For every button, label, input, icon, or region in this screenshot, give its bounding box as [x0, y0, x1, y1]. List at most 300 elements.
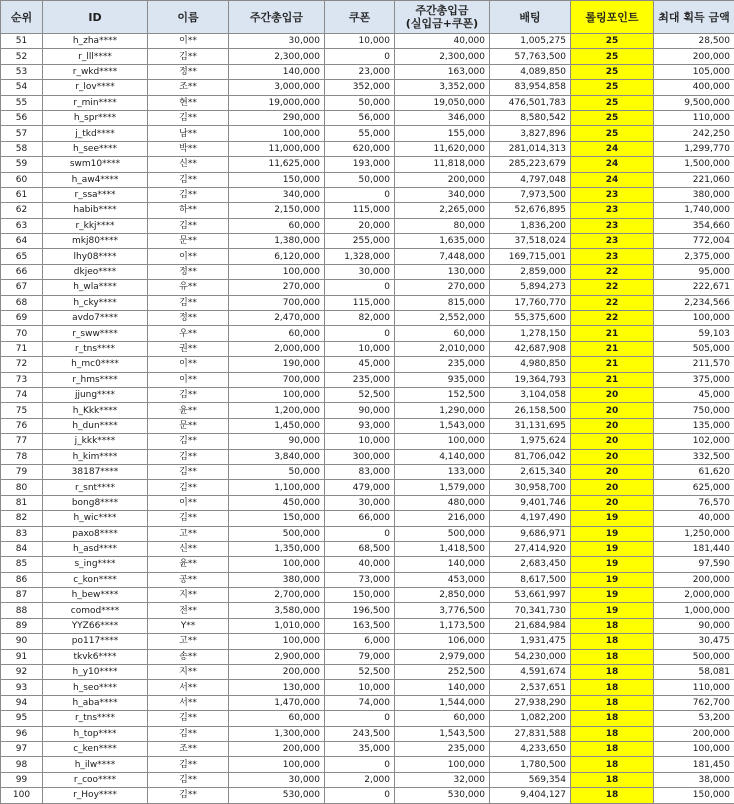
cell-coupon: 82,000	[325, 311, 395, 326]
cell-rank: 85	[1, 557, 43, 572]
cell-betting: 27,414,920	[490, 541, 571, 556]
cell-id: r_tns****	[43, 341, 148, 356]
cell-weekly-total: 155,000	[395, 126, 490, 141]
cell-max-amount: 40,000	[654, 511, 734, 526]
cell-max-amount: 200,000	[654, 49, 734, 64]
cell-coupon: 52,500	[325, 387, 395, 402]
cell-coupon: 6,000	[325, 634, 395, 649]
cell-weekly-total: 100,000	[395, 434, 490, 449]
cell-id: h_see****	[43, 141, 148, 156]
table-row	[1, 80, 734, 95]
cell-coupon: 50,000	[325, 95, 395, 110]
cell-max-amount: 1,250,000	[654, 526, 734, 541]
cell-weekly-deposit: 150,000	[229, 511, 325, 526]
cell-name: 정**	[148, 264, 229, 279]
cell-rank: 55	[1, 95, 43, 110]
cell-coupon: 352,000	[325, 80, 395, 95]
cell-weekly-deposit: 100,000	[229, 634, 325, 649]
cell-rolling-points: 19	[571, 557, 654, 572]
table-body	[1, 34, 734, 804]
cell-name: 김**	[148, 449, 229, 464]
cell-name: 윤**	[148, 557, 229, 572]
cell-rank: 74	[1, 387, 43, 402]
cell-weekly-deposit: 130,000	[229, 680, 325, 695]
cell-rank: 88	[1, 603, 43, 618]
cell-rolling-points: 19	[571, 588, 654, 603]
cell-rolling-points: 18	[571, 665, 654, 680]
cell-weekly-total: 11,620,000	[395, 141, 490, 156]
cell-weekly-deposit: 19,000,000	[229, 95, 325, 110]
cell-betting: 31,131,695	[490, 418, 571, 433]
cell-weekly-deposit: 700,000	[229, 295, 325, 310]
cell-weekly-deposit: 2,700,000	[229, 588, 325, 603]
table-row	[1, 480, 734, 495]
cell-rolling-points: 18	[571, 680, 654, 695]
cell-coupon: 0	[325, 280, 395, 295]
table-row	[1, 603, 734, 618]
cell-id: h_seo****	[43, 680, 148, 695]
cell-betting: 2,859,000	[490, 264, 571, 279]
table-row	[1, 295, 734, 310]
cell-rolling-points: 19	[571, 603, 654, 618]
cell-rank: 78	[1, 449, 43, 464]
cell-id: comod****	[43, 603, 148, 618]
cell-weekly-total: 4,140,000	[395, 449, 490, 464]
cell-weekly-total: 1,173,500	[395, 618, 490, 633]
table-row	[1, 64, 734, 79]
cell-weekly-total: 252,500	[395, 665, 490, 680]
cell-name: 현**	[148, 95, 229, 110]
cell-rank: 97	[1, 741, 43, 756]
cell-weekly-total: 106,000	[395, 634, 490, 649]
cell-coupon: 83,000	[325, 464, 395, 479]
cell-id: h_Kkk****	[43, 403, 148, 418]
cell-id: jjung****	[43, 387, 148, 402]
cell-weekly-deposit: 140,000	[229, 64, 325, 79]
cell-name: 김**	[148, 187, 229, 202]
cell-name: 고**	[148, 526, 229, 541]
cell-weekly-total: 500,000	[395, 526, 490, 541]
cell-coupon: 0	[325, 757, 395, 772]
cell-betting: 2,683,450	[490, 557, 571, 572]
cell-name: 윤**	[148, 403, 229, 418]
cell-rolling-points: 21	[571, 357, 654, 372]
cell-betting: 83,954,858	[490, 80, 571, 95]
cell-rank: 72	[1, 357, 43, 372]
cell-max-amount: 181,450	[654, 757, 734, 772]
cell-rank: 94	[1, 695, 43, 710]
cell-rank: 67	[1, 280, 43, 295]
cell-coupon: 66,000	[325, 511, 395, 526]
cell-weekly-deposit: 2,300,000	[229, 49, 325, 64]
header-name: 이름	[148, 1, 229, 34]
cell-coupon: 90,000	[325, 403, 395, 418]
cell-max-amount: 105,000	[654, 64, 734, 79]
cell-name: 조**	[148, 741, 229, 756]
cell-betting: 4,197,490	[490, 511, 571, 526]
cell-weekly-deposit: 100,000	[229, 557, 325, 572]
cell-betting: 7,973,500	[490, 187, 571, 202]
table-row	[1, 157, 734, 172]
table-row	[1, 357, 734, 372]
cell-coupon: 115,000	[325, 203, 395, 218]
cell-rank: 83	[1, 526, 43, 541]
cell-name: 김**	[148, 480, 229, 495]
cell-weekly-deposit: 2,000,000	[229, 341, 325, 356]
cell-id: h_ilw****	[43, 757, 148, 772]
cell-betting: 5,894,273	[490, 280, 571, 295]
cell-betting: 281,014,313	[490, 141, 571, 156]
cell-id: mkj80****	[43, 234, 148, 249]
cell-weekly-total: 60,000	[395, 711, 490, 726]
table-row	[1, 695, 734, 710]
cell-coupon: 56,000	[325, 110, 395, 125]
cell-max-amount: 400,000	[654, 80, 734, 95]
cell-max-amount: 380,000	[654, 187, 734, 202]
cell-max-amount: 150,000	[654, 788, 734, 803]
cell-id: c_kon****	[43, 572, 148, 587]
table-row	[1, 49, 734, 64]
cell-name: 조**	[148, 80, 229, 95]
cell-rolling-points: 20	[571, 434, 654, 449]
header-betting: 배팅	[490, 1, 571, 34]
cell-weekly-deposit: 2,150,000	[229, 203, 325, 218]
table-row	[1, 665, 734, 680]
cell-rolling-points: 19	[571, 541, 654, 556]
cell-id: h_asd****	[43, 541, 148, 556]
cell-coupon: 0	[325, 326, 395, 341]
cell-betting: 3,104,058	[490, 387, 571, 402]
cell-weekly-deposit: 3,000,000	[229, 80, 325, 95]
cell-weekly-deposit: 30,000	[229, 34, 325, 49]
cell-coupon: 30,000	[325, 495, 395, 510]
cell-max-amount: 30,475	[654, 634, 734, 649]
cell-weekly-deposit: 100,000	[229, 387, 325, 402]
cell-max-amount: 95,000	[654, 264, 734, 279]
cell-max-amount: 2,000,000	[654, 588, 734, 603]
cell-rolling-points: 24	[571, 141, 654, 156]
cell-rank: 57	[1, 126, 43, 141]
cell-max-amount: 1,500,000	[654, 157, 734, 172]
cell-max-amount: 375,000	[654, 372, 734, 387]
cell-max-amount: 38,000	[654, 772, 734, 787]
cell-name: 김**	[148, 757, 229, 772]
cell-rolling-points: 25	[571, 64, 654, 79]
cell-betting: 9,401,746	[490, 495, 571, 510]
table-row	[1, 110, 734, 125]
cell-name: 권**	[148, 341, 229, 356]
cell-rank: 91	[1, 649, 43, 664]
cell-rank: 81	[1, 495, 43, 510]
cell-max-amount: 100,000	[654, 741, 734, 756]
cell-weekly-deposit: 30,000	[229, 772, 325, 787]
table-row	[1, 788, 734, 803]
cell-betting: 1,005,275	[490, 34, 571, 49]
cell-coupon: 115,000	[325, 295, 395, 310]
cell-betting: 42,687,908	[490, 341, 571, 356]
cell-id: h_aw4****	[43, 172, 148, 187]
cell-rank: 87	[1, 588, 43, 603]
header-row	[1, 1, 734, 34]
cell-max-amount: 53,200	[654, 711, 734, 726]
cell-rolling-points: 20	[571, 449, 654, 464]
table-row	[1, 387, 734, 402]
cell-name: 이**	[148, 34, 229, 49]
cell-rolling-points: 18	[571, 695, 654, 710]
cell-id: h_mc0****	[43, 357, 148, 372]
cell-weekly-deposit: 1,470,000	[229, 695, 325, 710]
cell-name: 송**	[148, 649, 229, 664]
cell-name: 김**	[148, 172, 229, 187]
cell-rank: 98	[1, 757, 43, 772]
cell-betting: 21,684,984	[490, 618, 571, 633]
cell-id: h_dun****	[43, 418, 148, 433]
cell-rolling-points: 23	[571, 249, 654, 264]
table-row	[1, 772, 734, 787]
cell-coupon: 45,000	[325, 357, 395, 372]
cell-id: h_wic****	[43, 511, 148, 526]
table-row	[1, 326, 734, 341]
cell-id: dkjeo****	[43, 264, 148, 279]
cell-name: 하**	[148, 203, 229, 218]
cell-rolling-points: 20	[571, 387, 654, 402]
cell-rolling-points: 20	[571, 403, 654, 418]
cell-coupon: 73,000	[325, 572, 395, 587]
cell-weekly-total: 340,000	[395, 187, 490, 202]
cell-rolling-points: 18	[571, 649, 654, 664]
cell-weekly-deposit: 1,350,000	[229, 541, 325, 556]
cell-id: h_bew****	[43, 588, 148, 603]
cell-rolling-points: 21	[571, 372, 654, 387]
cell-weekly-total: 1,579,000	[395, 480, 490, 495]
cell-coupon: 20,000	[325, 218, 395, 233]
cell-max-amount: 58,081	[654, 665, 734, 680]
cell-weekly-total: 133,000	[395, 464, 490, 479]
cell-weekly-total: 80,000	[395, 218, 490, 233]
cell-betting: 1,082,200	[490, 711, 571, 726]
cell-betting: 81,706,042	[490, 449, 571, 464]
cell-weekly-total: 216,000	[395, 511, 490, 526]
cell-id: j_kkk****	[43, 434, 148, 449]
cell-max-amount: 222,671	[654, 280, 734, 295]
cell-rank: 96	[1, 726, 43, 741]
cell-betting: 27,831,588	[490, 726, 571, 741]
cell-weekly-deposit: 100,000	[229, 126, 325, 141]
cell-weekly-total: 140,000	[395, 680, 490, 695]
cell-id: r_tns****	[43, 711, 148, 726]
cell-rank: 89	[1, 618, 43, 633]
cell-name: 이**	[148, 495, 229, 510]
cell-betting: 4,233,650	[490, 741, 571, 756]
cell-coupon: 10,000	[325, 434, 395, 449]
cell-id: YYZ66****	[43, 618, 148, 633]
cell-coupon: 196,500	[325, 603, 395, 618]
cell-rolling-points: 25	[571, 95, 654, 110]
cell-max-amount: 200,000	[654, 726, 734, 741]
cell-betting: 2,537,651	[490, 680, 571, 695]
cell-id: h_cky****	[43, 295, 148, 310]
cell-rank: 65	[1, 249, 43, 264]
cell-rank: 61	[1, 187, 43, 202]
cell-id: bong8****	[43, 495, 148, 510]
cell-weekly-total: 235,000	[395, 357, 490, 372]
cell-id: h_y10****	[43, 665, 148, 680]
table-row	[1, 311, 734, 326]
cell-max-amount: 100,000	[654, 311, 734, 326]
cell-weekly-deposit: 190,000	[229, 357, 325, 372]
cell-rolling-points: 22	[571, 295, 654, 310]
cell-rank: 58	[1, 141, 43, 156]
cell-betting: 4,089,850	[490, 64, 571, 79]
cell-id: avdo7****	[43, 311, 148, 326]
cell-rolling-points: 19	[571, 572, 654, 587]
cell-weekly-total: 2,552,000	[395, 311, 490, 326]
cell-name: 남**	[148, 126, 229, 141]
cell-rank: 86	[1, 572, 43, 587]
cell-weekly-deposit: 3,840,000	[229, 449, 325, 464]
cell-betting: 17,760,770	[490, 295, 571, 310]
cell-id: r_snt****	[43, 480, 148, 495]
cell-id: po117****	[43, 634, 148, 649]
cell-max-amount: 110,000	[654, 680, 734, 695]
cell-rolling-points: 18	[571, 741, 654, 756]
cell-id: r_ssa****	[43, 187, 148, 202]
cell-name: 문**	[148, 234, 229, 249]
cell-betting: 9,404,127	[490, 788, 571, 803]
cell-weekly-total: 1,635,000	[395, 234, 490, 249]
cell-weekly-deposit: 290,000	[229, 110, 325, 125]
cell-id: s_ing****	[43, 557, 148, 572]
cell-coupon: 150,000	[325, 588, 395, 603]
cell-rank: 70	[1, 326, 43, 341]
cell-max-amount: 76,570	[654, 495, 734, 510]
cell-rolling-points: 22	[571, 280, 654, 295]
cell-rolling-points: 19	[571, 511, 654, 526]
table-row	[1, 372, 734, 387]
cell-rolling-points: 18	[571, 634, 654, 649]
cell-rank: 66	[1, 264, 43, 279]
cell-rank: 68	[1, 295, 43, 310]
cell-coupon: 0	[325, 526, 395, 541]
cell-rolling-points: 23	[571, 218, 654, 233]
cell-rolling-points: 25	[571, 110, 654, 125]
cell-weekly-total: 270,000	[395, 280, 490, 295]
cell-weekly-deposit: 60,000	[229, 711, 325, 726]
cell-betting: 9,686,971	[490, 526, 571, 541]
cell-rolling-points: 23	[571, 203, 654, 218]
cell-rolling-points: 21	[571, 341, 654, 356]
cell-weekly-deposit: 700,000	[229, 372, 325, 387]
cell-rolling-points: 18	[571, 726, 654, 741]
cell-id: habib****	[43, 203, 148, 218]
cell-name: 김**	[148, 110, 229, 125]
cell-id: r_lll****	[43, 49, 148, 64]
table-row	[1, 172, 734, 187]
header-coupon: 쿠폰	[325, 1, 395, 34]
cell-id: h_top****	[43, 726, 148, 741]
cell-name: 지**	[148, 665, 229, 680]
cell-betting: 8,617,500	[490, 572, 571, 587]
table-row	[1, 464, 734, 479]
cell-id: paxo8****	[43, 526, 148, 541]
cell-name: 이**	[148, 357, 229, 372]
cell-weekly-total: 453,000	[395, 572, 490, 587]
cell-name: 문**	[148, 418, 229, 433]
cell-coupon: 55,000	[325, 126, 395, 141]
cell-name: 전**	[148, 603, 229, 618]
cell-betting: 476,501,783	[490, 95, 571, 110]
cell-name: 신**	[148, 157, 229, 172]
cell-weekly-deposit: 6,120,000	[229, 249, 325, 264]
cell-betting: 3,827,896	[490, 126, 571, 141]
cell-rank: 77	[1, 434, 43, 449]
table-row	[1, 449, 734, 464]
table-row	[1, 618, 734, 633]
table-row	[1, 141, 734, 156]
cell-rolling-points: 18	[571, 788, 654, 803]
cell-rank: 75	[1, 403, 43, 418]
cell-rank: 84	[1, 541, 43, 556]
cell-id: c_ken****	[43, 741, 148, 756]
cell-max-amount: 1,740,000	[654, 203, 734, 218]
cell-coupon: 10,000	[325, 680, 395, 695]
cell-rolling-points: 22	[571, 264, 654, 279]
cell-rank: 92	[1, 665, 43, 680]
cell-weekly-deposit: 90,000	[229, 434, 325, 449]
cell-betting: 57,763,500	[490, 49, 571, 64]
cell-rank: 80	[1, 480, 43, 495]
cell-coupon: 52,500	[325, 665, 395, 680]
cell-weekly-deposit: 1,200,000	[229, 403, 325, 418]
cell-weekly-total: 1,544,000	[395, 695, 490, 710]
cell-coupon: 30,000	[325, 264, 395, 279]
cell-weekly-total: 200,000	[395, 172, 490, 187]
table-row	[1, 572, 734, 587]
cell-weekly-total: 2,010,000	[395, 341, 490, 356]
cell-betting: 169,715,001	[490, 249, 571, 264]
cell-coupon: 300,000	[325, 449, 395, 464]
cell-weekly-total: 2,979,000	[395, 649, 490, 664]
table-row	[1, 680, 734, 695]
cell-rolling-points: 23	[571, 234, 654, 249]
cell-rolling-points: 18	[571, 772, 654, 787]
cell-coupon: 163,500	[325, 618, 395, 633]
header-weekly-deposit: 주간총입금	[229, 1, 325, 34]
cell-coupon: 68,500	[325, 541, 395, 556]
cell-weekly-total: 2,300,000	[395, 49, 490, 64]
cell-rank: 82	[1, 511, 43, 526]
table-row	[1, 634, 734, 649]
cell-max-amount: 762,700	[654, 695, 734, 710]
cell-betting: 1,836,200	[490, 218, 571, 233]
cell-betting: 52,676,895	[490, 203, 571, 218]
cell-rolling-points: 23	[571, 187, 654, 202]
cell-rank: 54	[1, 80, 43, 95]
cell-id: h_aba****	[43, 695, 148, 710]
cell-name: 김**	[148, 711, 229, 726]
cell-rolling-points: 25	[571, 49, 654, 64]
cell-max-amount: 45,000	[654, 387, 734, 402]
cell-rolling-points: 19	[571, 526, 654, 541]
cell-rank: 100	[1, 788, 43, 803]
cell-rank: 90	[1, 634, 43, 649]
cell-coupon: 74,000	[325, 695, 395, 710]
cell-name: 김**	[148, 295, 229, 310]
cell-betting: 55,375,600	[490, 311, 571, 326]
cell-betting: 26,158,500	[490, 403, 571, 418]
header-rank: 순위	[1, 1, 43, 34]
cell-rank: 52	[1, 49, 43, 64]
